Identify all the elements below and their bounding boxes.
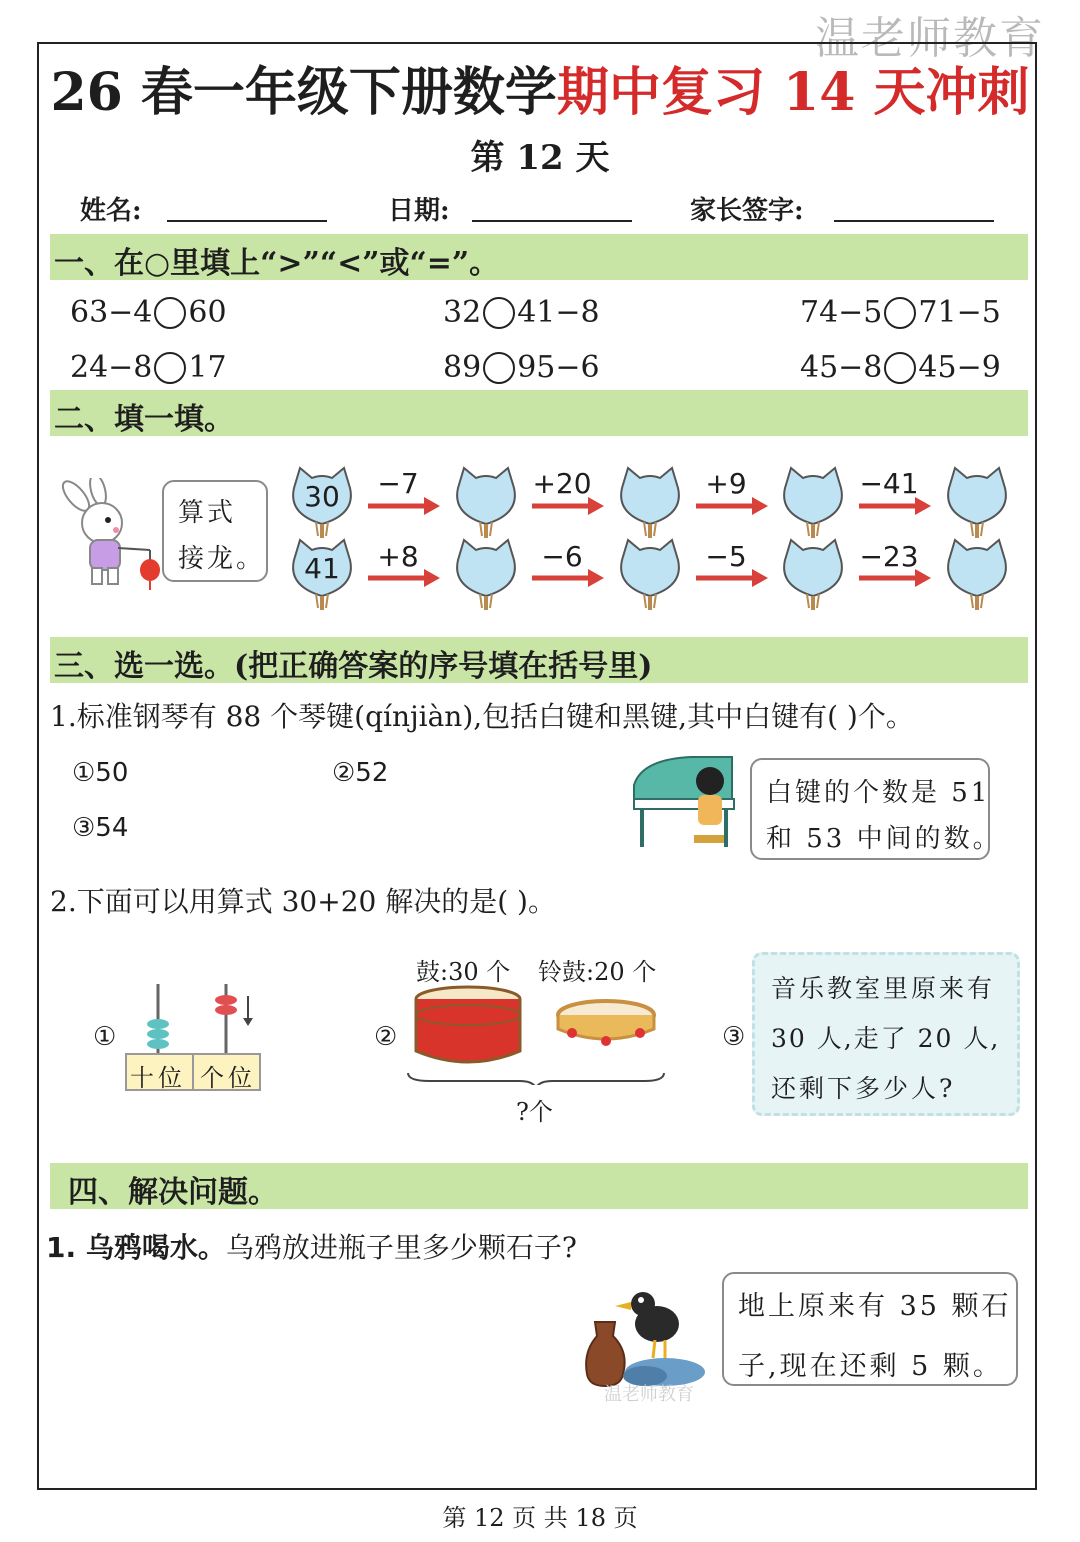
page-footer: 第 12 页 共 18 页 bbox=[442, 1504, 638, 1532]
crow-hint-bubble bbox=[722, 1272, 1018, 1386]
section1-heading: 一、在○里填上“>”“<”或“=”。 bbox=[54, 246, 500, 281]
tambourine-label: 铃鼓:20 个 bbox=[538, 958, 657, 986]
compare-left: 24−8 bbox=[70, 350, 153, 385]
operation-label: −7 bbox=[377, 467, 419, 500]
section1-bar bbox=[50, 234, 1028, 280]
option-b[interactable]: ②52 bbox=[332, 758, 389, 788]
section3-heading: 三、选一选。(把正确答案的序号填在括号里) bbox=[54, 649, 653, 684]
operation-label: +20 bbox=[532, 467, 592, 500]
compare-circle[interactable] bbox=[154, 352, 186, 384]
compare-item bbox=[800, 295, 1001, 330]
choice-3-line: 音乐教室里原来有 bbox=[771, 974, 996, 1003]
compare-left: 63−4 bbox=[70, 295, 153, 330]
choice-2-number[interactable]: ② bbox=[374, 1022, 398, 1052]
operation-label: −5 bbox=[705, 540, 747, 573]
operation-label: −23 bbox=[859, 540, 919, 573]
name-label: 姓名: bbox=[80, 196, 142, 226]
operation-label: −41 bbox=[859, 467, 919, 500]
compare-item bbox=[443, 295, 600, 330]
piano-illustration bbox=[632, 755, 748, 855]
watermark-text: 温老师教育 bbox=[815, 13, 1045, 64]
section4-bar bbox=[50, 1163, 1028, 1209]
compare-left: 45−8 bbox=[800, 350, 883, 385]
compare-item bbox=[70, 295, 227, 330]
day-subtitle: 第 12 天 bbox=[470, 138, 610, 178]
compare-right: 71−5 bbox=[918, 295, 1001, 330]
choice-3-line: 30 人,走了 20 人, bbox=[771, 1024, 1001, 1053]
crow-illustration bbox=[585, 1282, 710, 1390]
compare-left: 32 bbox=[443, 295, 482, 330]
rabbit-illustration bbox=[50, 478, 168, 593]
fan-icon bbox=[784, 540, 842, 610]
section3-bar bbox=[50, 637, 1028, 683]
drums-illustration bbox=[400, 985, 670, 1085]
section2-heading: 二、填一填。 bbox=[54, 402, 234, 437]
option-c[interactable]: ③54 bbox=[72, 813, 129, 843]
compare-right: 17 bbox=[188, 350, 227, 385]
section4-heading: 四、解决问题。 bbox=[68, 1175, 278, 1210]
date-blank[interactable] bbox=[472, 190, 632, 222]
compare-circle[interactable] bbox=[884, 352, 916, 384]
operation-label: −6 bbox=[541, 540, 583, 573]
ones-label: 个位 bbox=[200, 1064, 256, 1092]
problem-1-title: 1. 乌鸦喝水。 bbox=[46, 1231, 226, 1264]
operation-label: +9 bbox=[705, 467, 747, 500]
operation-label: +8 bbox=[377, 540, 419, 573]
tens-label: 十位 bbox=[130, 1064, 186, 1092]
compare-item bbox=[443, 350, 600, 385]
fan-icon bbox=[784, 468, 842, 538]
compare-item bbox=[70, 350, 227, 385]
choice-3-line: 还剩下多少人? bbox=[771, 1074, 956, 1103]
question-2: 2.下面可以用算式 30+20 解决的是( )。 bbox=[50, 885, 556, 918]
speech-bubble bbox=[162, 480, 268, 582]
drum-label: 鼓:30 个 bbox=[416, 958, 511, 986]
name-blank[interactable] bbox=[167, 190, 327, 222]
compare-circle[interactable] bbox=[884, 297, 916, 329]
title-black: 26 春一年级下册数学 bbox=[50, 62, 557, 123]
compare-right: 95−6 bbox=[517, 350, 600, 385]
fan-icon bbox=[457, 468, 515, 538]
fan-icon bbox=[948, 468, 1006, 538]
parent-sign-blank[interactable] bbox=[834, 190, 994, 222]
choice-3-number[interactable]: ③ bbox=[722, 1022, 746, 1052]
fan-start-number: 41 bbox=[304, 552, 340, 585]
bubble-line: 算式 bbox=[178, 498, 237, 528]
hint-line: 子,现在还剩 5 颗。 bbox=[738, 1351, 1003, 1382]
watermark-small: 温老师教育 bbox=[604, 1384, 694, 1405]
compare-right: 45−9 bbox=[918, 350, 1001, 385]
page-title bbox=[40, 50, 1040, 125]
parent-sign-label: 家长签字: bbox=[690, 196, 804, 226]
problem-1 bbox=[46, 1226, 577, 1266]
fan-icon bbox=[621, 468, 679, 538]
choice-1-number[interactable]: ① bbox=[93, 1022, 117, 1052]
compare-item bbox=[800, 350, 1001, 385]
bubble-line: 接龙。 bbox=[178, 544, 266, 574]
compare-right: 60 bbox=[188, 295, 227, 330]
hint-line: 地上原来有 35 颗石 bbox=[738, 1291, 1012, 1322]
compare-circle[interactable] bbox=[154, 297, 186, 329]
fan-icon bbox=[621, 540, 679, 610]
question-1: 1.标准钢琴有 88 个琴键(qínjiàn),包括白键和黑键,其中白键有( )个。 bbox=[50, 700, 914, 733]
date-label: 日期: bbox=[388, 196, 450, 226]
compare-left: 89 bbox=[443, 350, 482, 385]
compare-circle[interactable] bbox=[483, 352, 515, 384]
section2-bar bbox=[50, 390, 1028, 436]
title-red: 期中复习 14 天冲刺 bbox=[556, 62, 1030, 123]
fan-start-number: 30 bbox=[304, 480, 340, 513]
option-a[interactable]: ①50 bbox=[72, 758, 129, 788]
choice-3-box bbox=[752, 952, 1020, 1116]
brace-label: ?个 bbox=[516, 1098, 553, 1126]
fan-icon bbox=[457, 540, 515, 610]
compare-right: 41−8 bbox=[517, 295, 600, 330]
compare-circle[interactable] bbox=[483, 297, 515, 329]
hint-line: 和 53 中间的数。 bbox=[766, 824, 1002, 854]
compare-left: 74−5 bbox=[800, 295, 883, 330]
hint-bubble bbox=[750, 758, 1002, 860]
hint-line: 白键的个数是 51 bbox=[766, 778, 991, 808]
problem-1-question: 乌鸦放进瓶子里多少颗石子? bbox=[225, 1231, 577, 1264]
fan-icon bbox=[948, 540, 1006, 610]
